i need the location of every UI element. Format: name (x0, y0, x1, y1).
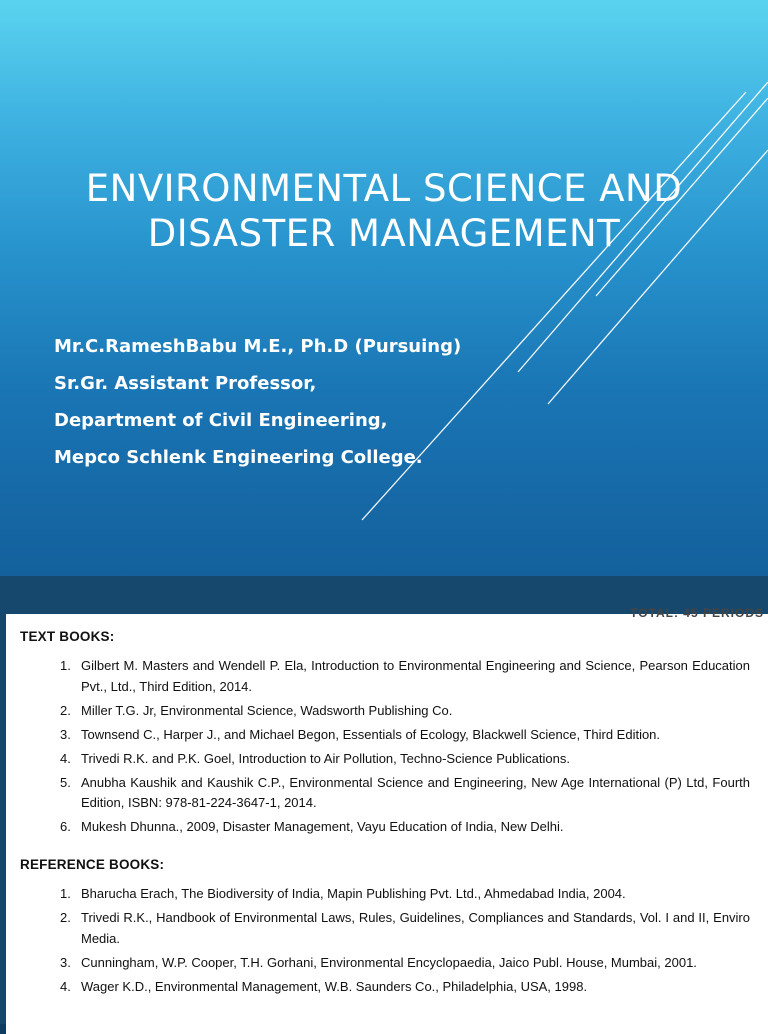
list-item: 2. Trivedi R.K., Handbook of Environmental Laws, Rules, Guidelines, Compliances and Standards, Vol. I and II, Enviro Media. (60, 910, 750, 946)
cropped-heading-fragment: TOTAL: 45 PERIODS (630, 606, 764, 620)
list-item: 3. Townsend C., Harper J., and Michael Begon, Essentials of Ecology, Blackwell Science, Third Edition. (60, 726, 661, 742)
list-item: 4. Wager K.D., Environmental Management, W.B. Saunders Co., Philadelphia, USA, 1998. (60, 978, 588, 994)
author-designation: Sr.Gr. Assistant Professor, (54, 373, 317, 394)
presentation-title (0, 166, 768, 256)
list-item: 6. Mukesh Dhunna., 2009, Disaster Management, Vayu Education of India, New Delhi. (60, 819, 564, 834)
title-line-2: DISASTER MANAGEMENT (147, 212, 621, 255)
author-name: Mr.C.RameshBabu M.E., Ph.D (Pursuing) (54, 336, 462, 357)
list-item: 3. Cunningham, W.P. Cooper, T.H. Gorhani, Environmental Encyclopaedia, Jaico Publ. House, Mumbai, 2001. (60, 954, 697, 970)
title-line-1: ENVIRONMENTAL SCIENCE AND (85, 167, 683, 210)
list-item: 1. Bharucha Erach, The Biodiversity of India, Mapin Publishing Pvt. Ltd., Ahmedabad India, 2004. (60, 886, 626, 901)
list-item: 4. Trivedi R.K. and P.K. Goel, Introduction to Air Pollution, Techno-Science Publications. (60, 750, 570, 766)
author-department: Department of Civil Engineering, (54, 410, 388, 431)
list-item: 2. Miller T.G. Jr, Environmental Science, Wadsworth Publishing Co. (60, 702, 453, 718)
reference-books-heading: REFERENCE BOOKS: (20, 857, 165, 872)
text-books-heading: TEXT BOOKS: (20, 629, 115, 644)
text-books-list (60, 656, 750, 841)
list-item: 5. Anubha Kaushik and Kaushik C.P., Environmental Science and Engineering, New Age International (P) Ltd, Fourth Edition, ISBN: 978-81-224-3647-1, 2014. (60, 774, 750, 810)
document-page (6, 606, 768, 1034)
reference-slide (0, 576, 768, 1024)
author-block (54, 328, 461, 476)
reference-books-list (60, 884, 750, 1001)
list-item: 1. Gilbert M. Masters and Wendell P. Ela, Introduction to Environmental Engineering and Science, Pearson Education Pvt., Ltd., Third Edition, 2014. (60, 658, 750, 694)
author-college: Mepco Schlenk Engineering College. (54, 447, 423, 468)
